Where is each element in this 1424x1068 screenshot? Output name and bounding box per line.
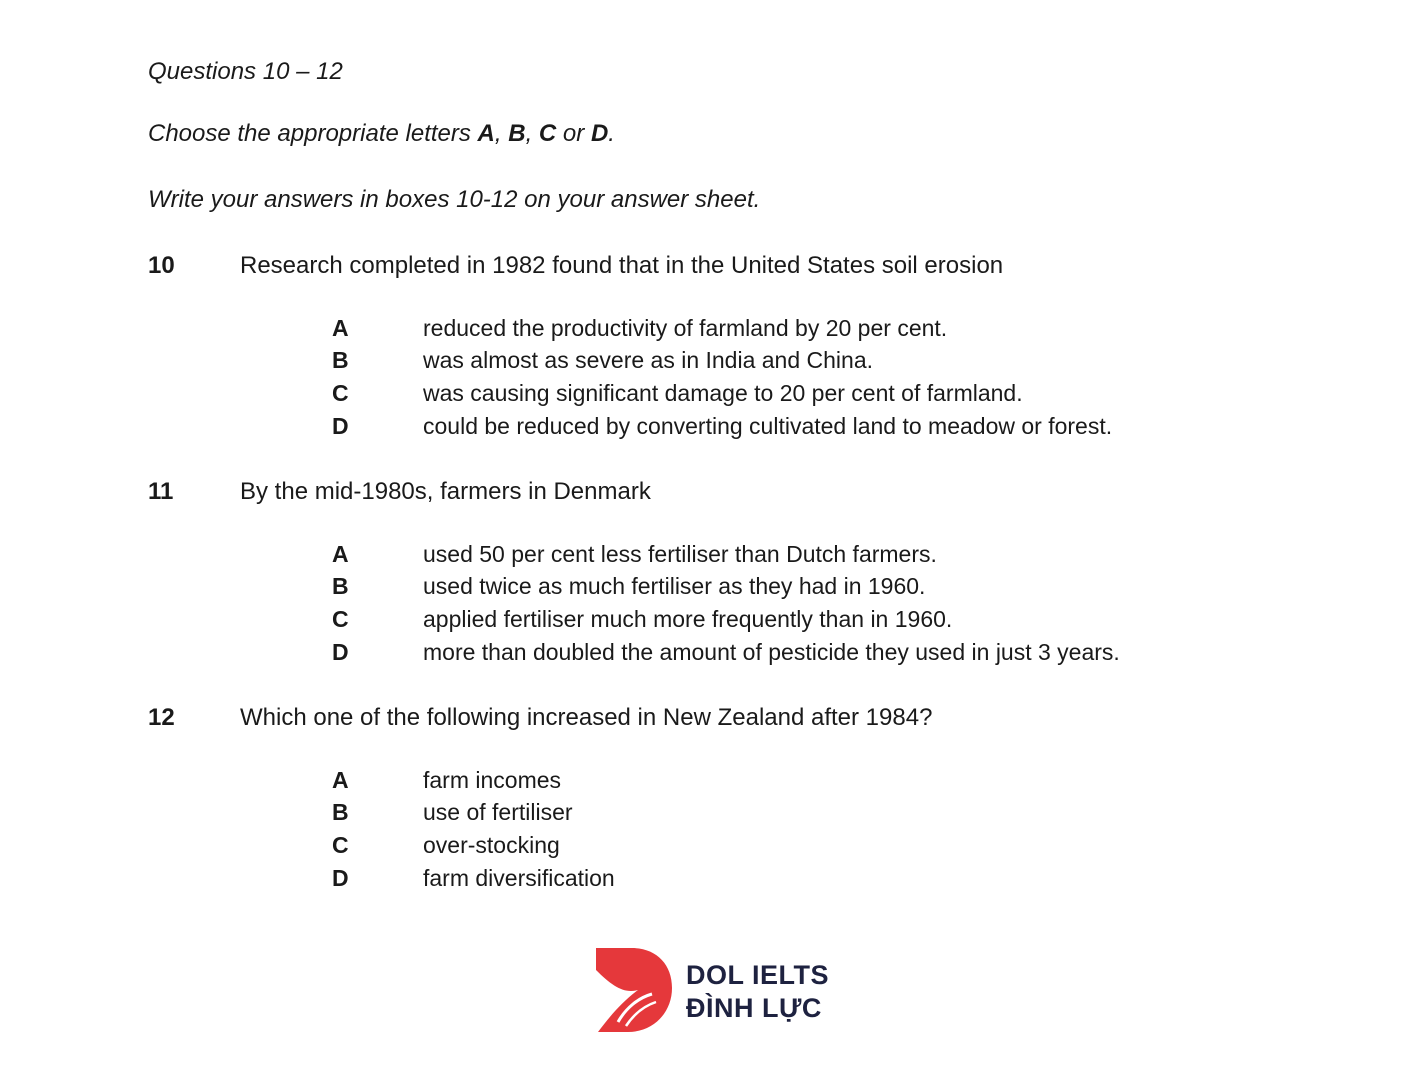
question-10-option-b-letter: B — [332, 347, 349, 373]
instruction-answer-sheet: Write your answers in boxes 10-12 on your answer sheet. — [148, 186, 761, 213]
question-12-option-a-letter: A — [332, 767, 349, 793]
logo-location-line: ĐÌNH LỰC — [686, 993, 822, 1023]
question-12-text: Which one of the following increased in New Zealand after 1984? — [240, 704, 933, 731]
question-11-number: 11 — [148, 478, 174, 505]
question-10-option-a-text: reduced the productivity of farmland by 20 per cent. — [423, 315, 948, 341]
question-10-option-b-text: was almost as severe as in India and China. — [423, 347, 874, 373]
question-10-option-c-letter: C — [332, 380, 349, 406]
dol-logo-icon — [594, 946, 674, 1036]
question-12-option-c-text: over-stocking — [423, 832, 560, 858]
question-11-option-a-text: used 50 per cent less fertiliser than Dutch farmers. — [423, 541, 937, 567]
question-10-option-d-letter: D — [332, 413, 349, 439]
question-10-option-d-text: could be reduced by converting cultivated land to meadow or forest. — [423, 413, 1113, 439]
question-12-option-a-text: farm incomes — [423, 767, 562, 793]
logo-brand-line: DOL IELTS — [686, 960, 830, 990]
question-12-number: 12 — [148, 704, 175, 731]
question-10-option-a-letter: A — [332, 315, 349, 341]
question-11-option-a-letter: A — [332, 541, 349, 567]
question-10-text: Research completed in 1982 found that in the United States soil erosion — [240, 252, 1004, 279]
question-11-text: By the mid-1980s, farmers in Denmark — [240, 478, 651, 505]
question-12-option-d-letter: D — [332, 865, 349, 891]
question-11-option-c-letter: C — [332, 606, 349, 632]
question-11-option-b-letter: B — [332, 573, 349, 599]
question-12-option-c-letter: C — [332, 832, 349, 858]
question-11-option-d-text: more than doubled the amount of pesticide they used in just 3 years. — [423, 639, 1120, 665]
question-11-option-d-letter: D — [332, 639, 349, 665]
question-11-option-b-text: used twice as much fertiliser as they had in 1960. — [423, 573, 926, 599]
question-11-option-c-text: applied fertiliser much more frequently than in 1960. — [423, 606, 953, 632]
instruction-choose-letters: Choose the appropriate letters A, B, C or D. — [148, 120, 615, 147]
questions-heading: Questions 10 – 12 — [148, 58, 343, 85]
question-10-option-c-text: was causing significant damage to 20 per cent of farmland. — [423, 380, 1023, 406]
dol-ielts-logo — [594, 946, 844, 1036]
question-12-option-b-text: use of fertiliser — [423, 799, 573, 825]
question-12-option-b-letter: B — [332, 799, 349, 825]
question-12-option-d-text: farm diversification — [423, 865, 615, 891]
question-10-number: 10 — [148, 252, 175, 279]
